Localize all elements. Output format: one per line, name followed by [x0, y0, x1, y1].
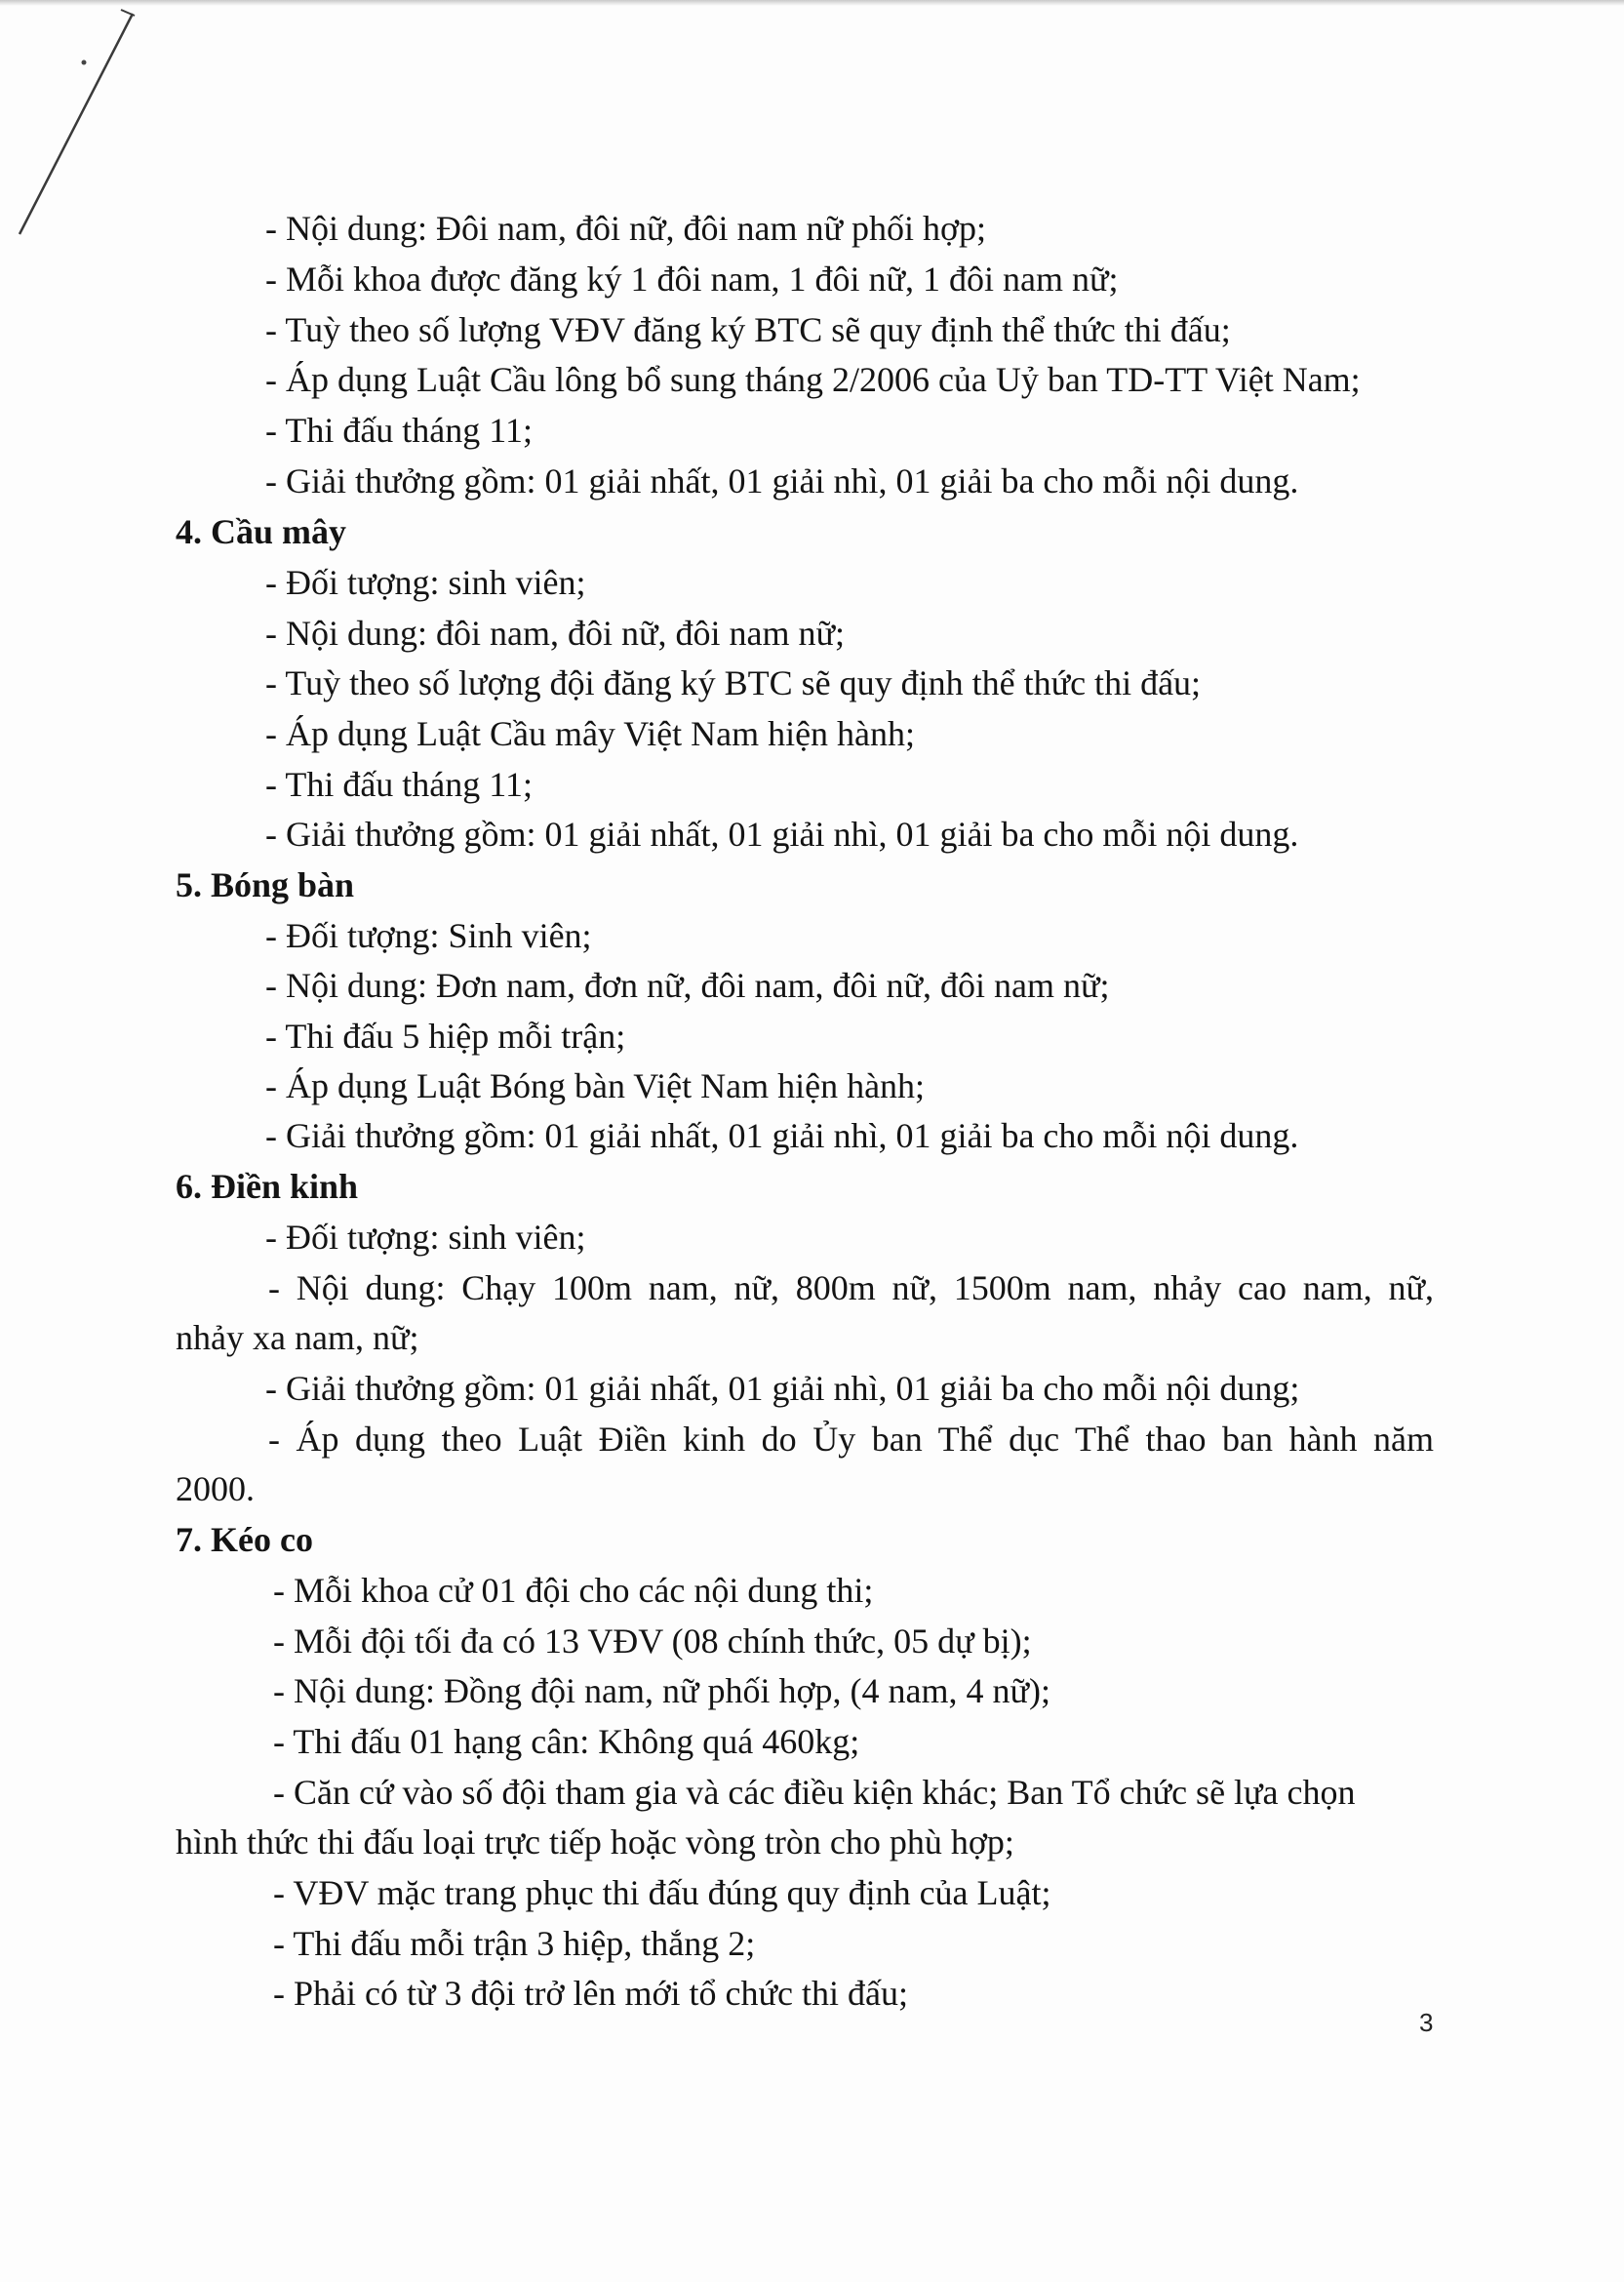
- list-item: - Mỗi khoa cử 01 đội cho các nội dung thi;: [273, 1571, 874, 1610]
- list-item: - Giải thưởng gồm: 01 giải nhất, 01 giải nhì, 01 giải ba cho mỗi nội dung.: [265, 461, 1299, 500]
- list-item: - Nội dung: Đôi nam, đôi nữ, đôi nam nữ phối hợp;: [265, 209, 987, 248]
- section-heading: 4. Cầu mây: [176, 512, 347, 551]
- list-item: - Nội dung: Đồng đội nam, nữ phối hợp, (4 nam, 4 nữ);: [273, 1671, 1050, 1710]
- page-number: 3: [1419, 2008, 1434, 2037]
- list-item: - Phải có từ 3 đội trở lên mới tổ chức thi đấu;: [273, 1974, 908, 2013]
- list-item: - Nội dung: Đơn nam, đơn nữ, đôi nam, đôi nữ, đôi nam nữ;: [265, 966, 1110, 1005]
- list-item: - Đối tượng: sinh viên;: [265, 1218, 586, 1257]
- section-heading: 6. Điền kinh: [176, 1167, 359, 1206]
- list-item-continuation: hình thức thi đấu loại trực tiếp hoặc vòng tròn cho phù hợp;: [176, 1822, 1014, 1862]
- list-item: - Nội dung: Chạy 100m nam, nữ, 800m nữ, 1500m nam, nhảy cao nam, nữ,: [268, 1268, 1434, 1307]
- list-item: - Thi đấu 5 hiệp mỗi trận;: [265, 1017, 626, 1056]
- fold-mark-icon: [0, 0, 156, 254]
- list-item-continuation: nhảy xa nam, nữ;: [176, 1318, 419, 1357]
- list-item: - Thi đấu tháng 11;: [265, 411, 533, 450]
- list-item: - Nội dung: đôi nam, đôi nữ, đôi nam nữ;: [265, 614, 845, 653]
- section-heading: 7. Kéo co: [176, 1520, 313, 1559]
- list-item: - Áp dụng Luật Cầu mây Việt Nam hiện hành;: [265, 714, 916, 753]
- scan-edge: [0, 0, 1624, 6]
- list-item: - Giải thưởng gồm: 01 giải nhất, 01 giải nhì, 01 giải ba cho mỗi nội dung;: [265, 1369, 1300, 1408]
- list-item: - Thi đấu mỗi trận 3 hiệp, thắng 2;: [273, 1924, 756, 1963]
- list-item: - Áp dụng Luật Cầu lông bổ sung tháng 2/2006 của Uỷ ban TD-TT Việt Nam;: [265, 360, 1361, 399]
- list-item: - Đối tượng: Sinh viên;: [265, 916, 592, 955]
- list-item: - Đối tượng: sinh viên;: [265, 563, 586, 602]
- list-item: - VĐV mặc trang phục thi đấu đúng quy định của Luật;: [273, 1873, 1051, 1912]
- list-item: - Áp dụng Luật Bóng bàn Việt Nam hiện hành;: [265, 1066, 926, 1105]
- section-heading: 5. Bóng bàn: [176, 865, 355, 904]
- list-item: - Thi đấu 01 hạng cân: Không quá 460kg;: [273, 1722, 860, 1761]
- list-item: - Áp dụng theo Luật Điền kinh do Ủy ban Thể dục Thể thao ban hành năm: [268, 1420, 1434, 1459]
- list-item: - Giải thưởng gồm: 01 giải nhất, 01 giải nhì, 01 giải ba cho mỗi nội dung.: [265, 815, 1299, 854]
- list-item-continuation: 2000.: [176, 1469, 255, 1508]
- list-item: - Giải thưởng gồm: 01 giải nhất, 01 giải nhì, 01 giải ba cho mỗi nội dung.: [265, 1116, 1299, 1155]
- list-item: - Căn cứ vào số đội tham gia và các điều kiện khác; Ban Tổ chức sẽ lựa chọn: [273, 1773, 1356, 1812]
- list-item: - Tuỳ theo số lượng VĐV đăng ký BTC sẽ quy định thể thức thi đấu;: [265, 310, 1231, 349]
- list-item: - Mỗi đội tối đa có 13 VĐV (08 chính thức, 05 dự bị);: [273, 1621, 1032, 1661]
- list-item: - Thi đấu tháng 11;: [265, 765, 533, 804]
- list-item: - Mỗi khoa được đăng ký 1 đôi nam, 1 đôi nữ, 1 đôi nam nữ;: [265, 260, 1119, 299]
- list-item: - Tuỳ theo số lượng đội đăng ký BTC sẽ quy định thể thức thi đấu;: [265, 663, 1202, 702]
